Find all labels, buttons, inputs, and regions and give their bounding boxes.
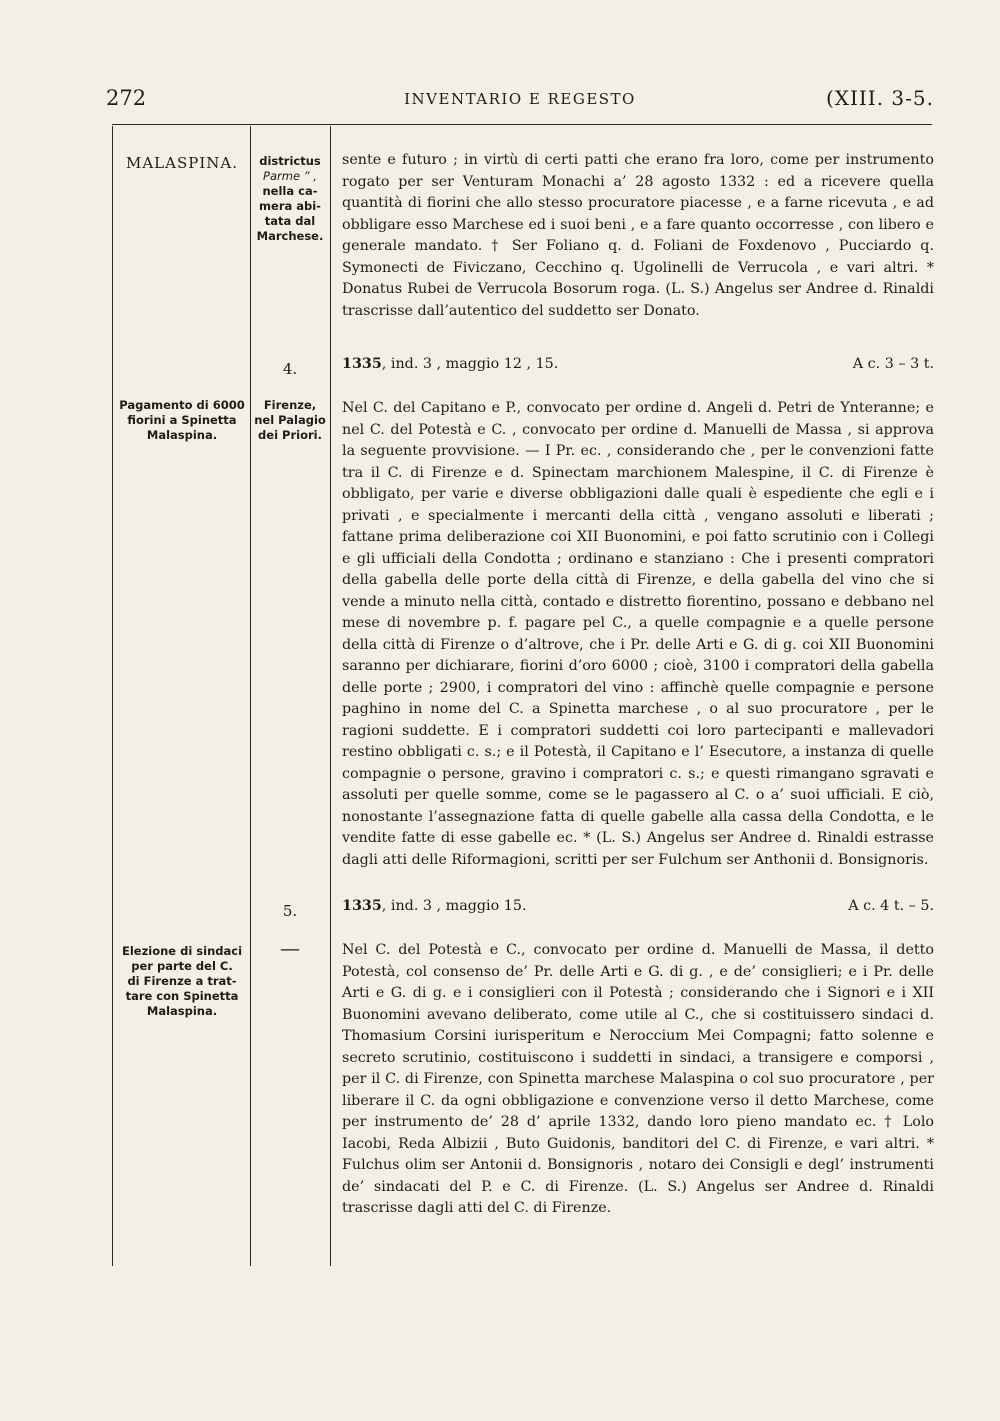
entry-4-number: 4. (282, 360, 298, 378)
entry-4-year: 1335 (342, 356, 382, 372)
note-line: di Firenze a trat- (127, 974, 237, 988)
entry-4-place (254, 398, 326, 443)
note-line: Elezione di sindaci (121, 944, 243, 958)
place-line: Parme ” , (263, 169, 317, 183)
column-rule-3 (330, 126, 331, 1266)
place-line: districtus (259, 154, 321, 168)
page-header (106, 86, 934, 116)
place-line: dei Priori. (258, 428, 322, 442)
place-line: Marchese. (256, 229, 324, 243)
entry-5-text (342, 940, 934, 1220)
entry-5-marginal-note (116, 944, 248, 1019)
entry-5-paragraph: Nel C. del Potestà e C., convocato per ordine d. Manuelli de Massa, il detto Potestà, col consenso de’ Pr. delle Arti e G. di g. , e de’ consiglieri; e i Pr. delle Arti e G. di g. e i consiglieri con il Potestà ; considerando che i Signori e i XII Buonomini avevano deliberato, come utile al C., che si costituissero sindaci d. Thomasium Corsini iurisperitum e Neroccium Mei Compagni; fatto solenne e secreto scrutinio, costituiscono i suddetti in sindaci, a transigere e comporsi , per il C. di Firenze, con Spinetta marchese Malaspina o col suo procuratore , per liberare il C. da ogni obbligazione e convenzione verso il detto Marchese, come per instrumento de’ 28 d’ aprile 1332, dando loro pieno mandato ec. † Lolo Iacobi, Reda Albizii , Buto Guidonis, banditori del C. di Firenze, e vari altri. * Fulchus olim ser Antonii d. Bonsignoris , notaro dei Consigli e degl’ instrumenti de’ sindacati del P. e C. di Firenze. (L. S.) Angelus ser Andree d. Rinaldi trascrisse dagli atti del C. di Firenze. (342, 942, 934, 1216)
entry-5-number: 5. (282, 902, 298, 920)
section-label: (XIII. 3-5. (825, 86, 934, 110)
place-line: tata dal (264, 214, 316, 228)
entry-4-date-text: , ind. 3 , maggio 12 , 15. (381, 356, 559, 372)
entry-5-place-dash: — (280, 936, 300, 960)
place-line: mera abi- (259, 199, 321, 213)
place-line: Firenze, (263, 398, 317, 412)
place-line: nella ca- (262, 184, 318, 198)
note-line: per parte del C. (131, 959, 233, 973)
header-rule (112, 124, 932, 125)
note-line: tare con Spinetta (125, 989, 239, 1003)
continuation-place-note (254, 154, 326, 244)
note-line: fiorini a Spinetta (127, 413, 237, 427)
entry-4-reference: A c. 3 – 3 t. (852, 356, 934, 372)
margin-title: MALASPINA. (125, 154, 238, 172)
entry-5-date (342, 898, 526, 914)
note-line: Malaspina. (146, 1004, 218, 1018)
note-line: Pagamento di 6000 (119, 398, 245, 412)
column-rule-2 (250, 126, 251, 1266)
entry-4-paragraph: Nel C. del Capitano e P., convocato per ordine d. Angeli d. Petri de Ynteranne; e nel C. del Potestà e C. , convocato per ordine d. Manuelli de Massa , si approva la seguente provvisione. — I Pr. ec. , considerando che , per le convenzioni fatte tra il C. di Firenze e d. Spinectam marchionem Malespine, il C. di Firenze è obbligato, per varie e diverse obbligazioni dalle quali è espediente che egli e i privati , e specialmente i mercanti della città , vengano assoluti e liberati ; fattane prima deliberazione coi XII Buonomini, e poi fatto scrutinio con i Collegi e gli ufficiali della Condotta ; ordinano e stanziano : Che i presenti compratori della gabella delle porte della città di Firenze, e della gabella del vino che si vende a minuto nella città, contado e distretto fiorentino, possano e debbano nel mese di novembre p. f. pagare pel C., a quelle compagnie e a quelle persone della città di Firenze o d’altrove, che i Pr. delle Arti e G. di g. coi XII Buonomini saranno per dichiarare, fiorini d’oro 6000 ; cioè, 3100 i compratori della gabella delle porte ; 2900, i compratori del vino : affinchè quelle compagnie e persone paghino in nome del C. a Spinetta marchese , o al suo procuratore , per le ragioni suddette. E i compratori suddetti coi loro partecipanti e mallevadori restino obbligati c. s.; e il Potestà, il Capitano e l’ Esecutore, a instanza di quelle compagnie o persone, gravino i compratori c. s.; e questi rimangano sgravati e assoluti per quelle somme, come se le pagassero al C. o a’ suoi ufficiali. E ciò, nonostante l’assegnazione fatta di quelle gabelle alla cassa della Condotta, e le vendite fatte di esse gabelle ec. * (L. S.) Angelus ser Andree d. Rinaldi estrasse dagli atti delle Riformagioni, scritti per ser Fulchum ser Anthonii d. Bonsignoris. (342, 400, 934, 868)
note-line: Malaspina. (146, 428, 218, 442)
entry-5-date-text: , ind. 3 , maggio 15. (381, 898, 527, 914)
page-number: 272 (106, 86, 147, 110)
continuation-paragraph: sente e futuro ; in virtù di certi patti che erano fra loro, come per instrumento rogato per ser Venturam Monachi a’ 28 agosto 1332 : ed a ricevere quella quantità di fiorini che allo stesso procuratore piacesse , e a farne ricevuta , e ad obbligare esso Marchese ed i suoi beni , e a fare quanto occorresse , con libero e generale mandato. † Ser Foliano q. d. Foliani de Foxdenovo , Pucciardo q. Symonecti de Fiviczano, Cecchino q. Ugolinelli de Verrucola , e vari altri. * Donatus Rubei de Verrucola Bosorum roga. (L. S.) Angelus ser Andree d. Rinaldi trascrisse dall’autentico del suddetto ser Donato. (342, 152, 934, 319)
running-title: INVENTARIO E REGESTO (404, 90, 636, 108)
entry-4-marginal-note (116, 398, 248, 443)
continuation-text (342, 150, 934, 322)
entry-5-year: 1335 (342, 898, 382, 914)
entry-4-date (342, 356, 558, 372)
entry-5-reference: A c. 4 t. – 5. (848, 898, 934, 914)
entry-4-text (342, 398, 934, 871)
column-rule-1 (112, 126, 113, 1266)
place-line: nel Palagio (254, 413, 326, 427)
